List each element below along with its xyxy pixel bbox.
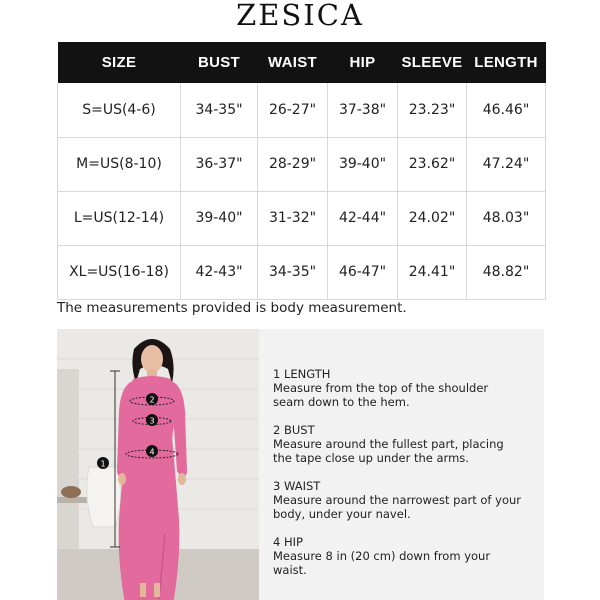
waist-cell: 28-29" bbox=[258, 137, 328, 191]
sleeve-cell: 24.02" bbox=[398, 191, 467, 245]
sleeve-cell: 23.23" bbox=[398, 83, 467, 137]
bust-cell: 39-40" bbox=[181, 191, 258, 245]
table-row bbox=[58, 83, 546, 137]
length-cell: 48.03" bbox=[467, 191, 546, 245]
waist-cell: 26-27" bbox=[258, 83, 328, 137]
size-cell: S=US(4-6) bbox=[58, 83, 181, 137]
table-row bbox=[58, 137, 546, 191]
bust-cell: 36-37" bbox=[181, 137, 258, 191]
header-sleeve: SLEEVE bbox=[398, 42, 467, 83]
size-cell: XL=US(16-18) bbox=[58, 245, 181, 299]
size-cell: L=US(12-14) bbox=[58, 191, 181, 245]
bust-cell: 42-43" bbox=[181, 245, 258, 299]
header-waist: WAIST bbox=[258, 42, 328, 83]
svg-text:3: 3 bbox=[149, 416, 155, 426]
marker-waist bbox=[146, 414, 158, 426]
instruction-title: 4 HIP bbox=[273, 535, 303, 549]
marker-length bbox=[97, 457, 109, 469]
measurement-note: The measurements provided is body measurement. bbox=[57, 300, 407, 316]
bust-cell: 34-35" bbox=[181, 83, 258, 137]
size-chart-table bbox=[57, 42, 546, 300]
hip-cell: 42-44" bbox=[328, 191, 398, 245]
sleeve-cell: 24.41" bbox=[398, 245, 467, 299]
table-header-row bbox=[58, 42, 546, 83]
size-cell: M=US(8-10) bbox=[58, 137, 181, 191]
waist-cell: 34-35" bbox=[258, 245, 328, 299]
instruction-title: 1 LENGTH bbox=[273, 367, 331, 381]
instruction-hip bbox=[273, 535, 544, 577]
measurement-instructions bbox=[259, 329, 544, 600]
brand-logo: ZESICA bbox=[236, 0, 364, 32]
svg-text:1: 1 bbox=[100, 459, 106, 469]
instruction-desc: Measure from the top of the shoulder seam down to the hem. bbox=[273, 381, 489, 409]
instruction-bust bbox=[273, 423, 544, 465]
instruction-desc: Measure 8 in (20 cm) down from your waist. bbox=[273, 549, 491, 577]
header-size: SIZE bbox=[58, 42, 181, 83]
hip-cell: 37-38" bbox=[328, 83, 398, 137]
header-hip: HIP bbox=[328, 42, 398, 83]
waist-cell: 31-32" bbox=[258, 191, 328, 245]
marker-bust bbox=[146, 393, 158, 405]
length-cell: 48.82" bbox=[467, 245, 546, 299]
svg-text:2: 2 bbox=[149, 395, 155, 405]
length-cell: 47.24" bbox=[467, 137, 546, 191]
marker-hip bbox=[146, 445, 158, 457]
svg-text:4: 4 bbox=[149, 447, 155, 457]
header-bust: BUST bbox=[181, 42, 258, 83]
header-length: LENGTH bbox=[467, 42, 546, 83]
instruction-desc: Measure around the narrowest part of your body, under your navel. bbox=[273, 493, 521, 521]
instruction-length bbox=[273, 367, 544, 409]
hip-cell: 46-47" bbox=[328, 245, 398, 299]
instruction-desc: Measure around the fullest part, placing the tape close up under the arms. bbox=[273, 437, 504, 465]
instruction-title: 2 BUST bbox=[273, 423, 315, 437]
length-cell: 46.46" bbox=[467, 83, 546, 137]
table-row bbox=[58, 191, 546, 245]
model-photo bbox=[57, 329, 259, 600]
instruction-title: 3 WAIST bbox=[273, 479, 321, 493]
sleeve-cell: 23.62" bbox=[398, 137, 467, 191]
hip-cell: 39-40" bbox=[328, 137, 398, 191]
instruction-waist bbox=[273, 479, 544, 521]
table-row bbox=[58, 245, 546, 299]
